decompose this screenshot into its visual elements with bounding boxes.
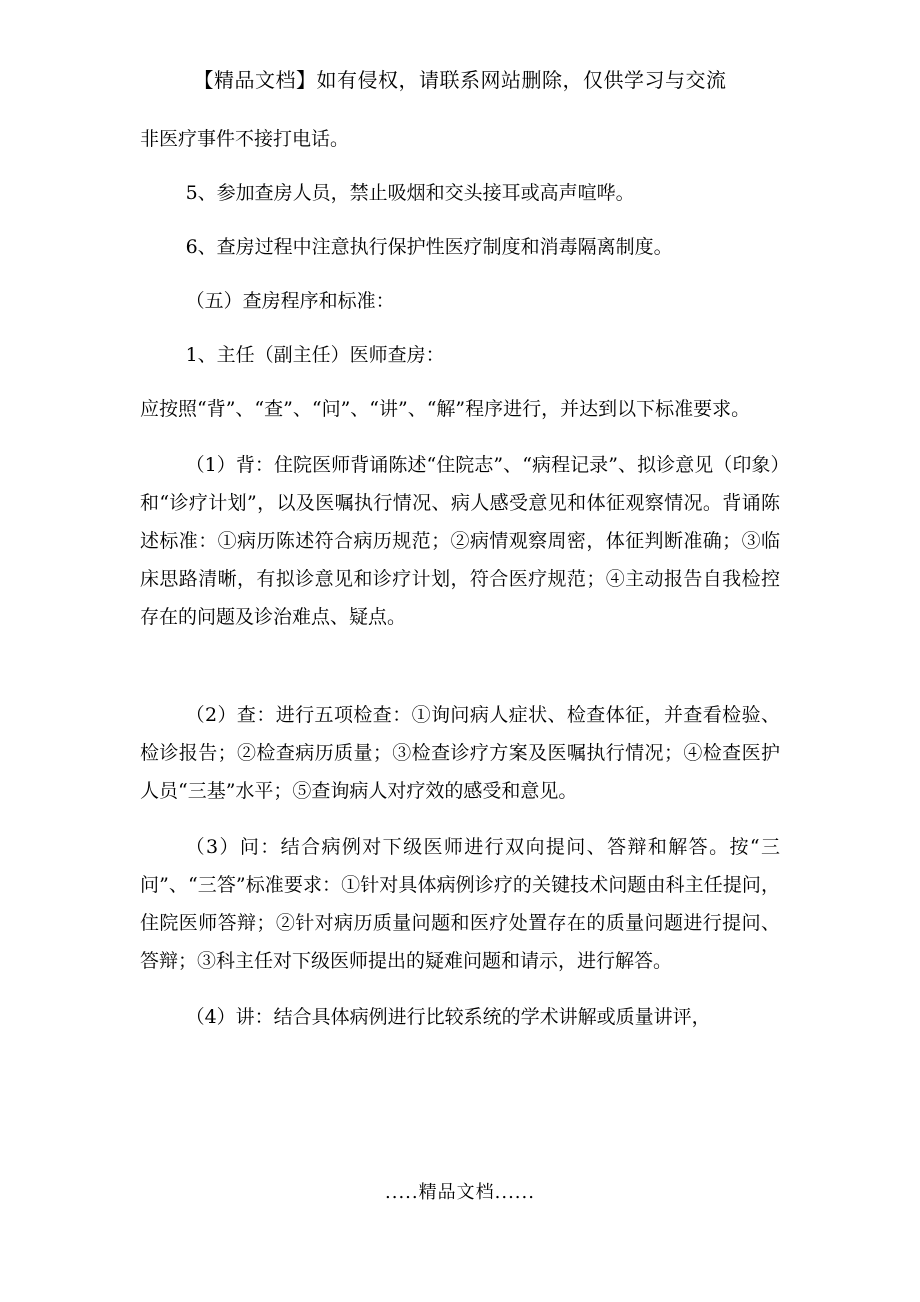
section-heading: （五）查房程序和标准： <box>185 290 395 312</box>
paragraph-cha: （2）查：进行五项检查：①询问病人症状、检查体征，并查看检验、检诊报告；②检查病历质量；③检查诊疗方案及医嘱执行情况；④检查医护人员“三基”水平；⑤查询病人对疗效的感受和意见。 <box>140 704 780 802</box>
paragraph-wen: （3）问：结合病例对下级医师进行双向提问、答辩和解答。按“三问”、“三答”标准要求：①针对具体病例诊疗的关键技术问题由科主任提问，住院医师答辩；②针对病历质量问题和医疗处置存在的质量问题进行提问、答辩；③科主任对下级医师提出的疑难问题和请示，进行解答。 <box>140 836 780 972</box>
paragraph-continuation: 非医疗事件不接打电话。 <box>140 128 350 150</box>
page-header: 【精品文档】如有侵权，请联系网站删除，仅供学习与交流 <box>193 68 727 92</box>
paragraph-bei: （1）背：住院医师背诵陈述“住院志”、“病程记录”、拟诊意见（印象）和“诊疗计划”，以及医嘱执行情况、病人感受意见和体征观察情况。背诵陈述标准：①病历陈述符合病历规范；②病情观察周密，体征判断准确；③临床思路清晰，有拟诊意见和诊疗计划，符合医疗规范；④主动报告自我检控存在的问题及诊治难点、疑点。 <box>140 454 780 628</box>
paragraph-intro: 应按照“背”、“查”、“问”、“讲”、“解”程序进行，并达到以下标准要求。 <box>140 398 751 420</box>
paragraph-item-5: 5、参加查房人员，禁止吸烟和交头接耳或高声喧哗。 <box>185 182 635 204</box>
subsection-heading: 1、主任（副主任）医师查房： <box>185 344 445 366</box>
paragraph-item-6: 6、查房过程中注意执行保护性医疗制度和消毒隔离制度。 <box>185 236 673 258</box>
document-body <box>140 120 780 1036</box>
paragraph-jiang: （4）讲：结合具体病例进行比较系统的学术讲解或质量讲评， <box>185 1006 711 1028</box>
page-footer: .....精品文档...... <box>385 1182 535 1203</box>
